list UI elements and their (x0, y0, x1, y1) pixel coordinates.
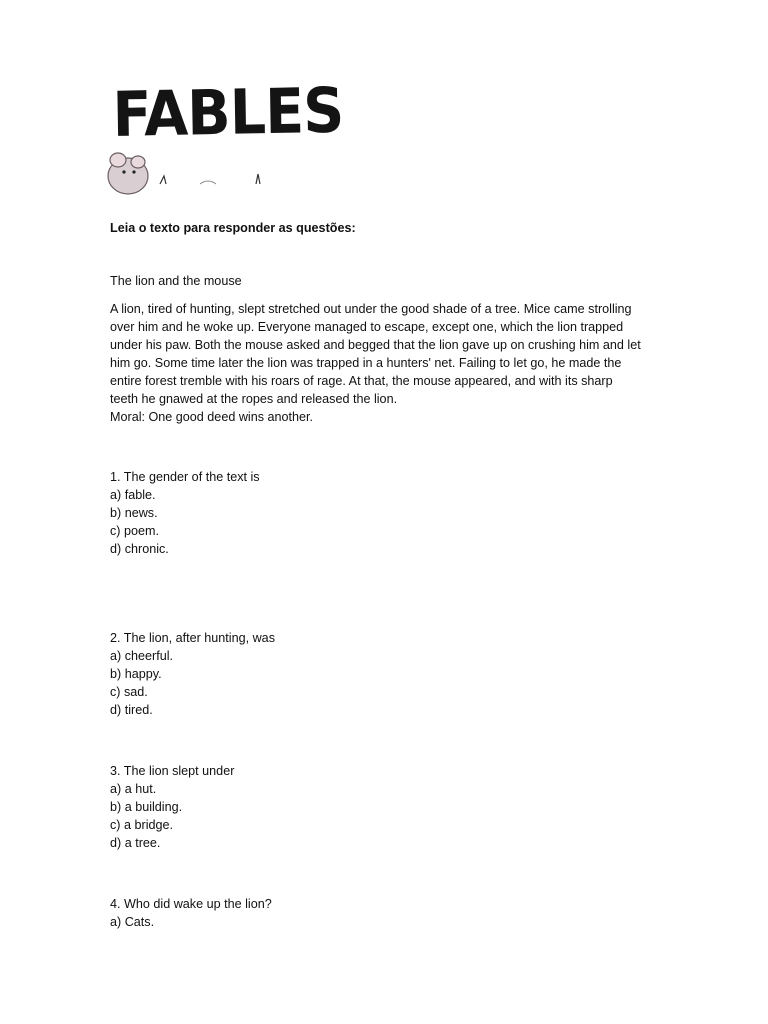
story-line: entire forest tremble with his roars of rage. At that, the mouse appeared, and with its sharp (110, 374, 613, 388)
question-4 (110, 895, 272, 931)
answer-option: b) a building. (110, 800, 183, 814)
instruction-text: Leia o texto para responder as questões: (110, 221, 356, 235)
answer-option: d) chronic. (110, 542, 169, 556)
question-prompt: 4. Who did wake up the lion? (110, 897, 272, 911)
question-prompt: 3. The lion slept under (110, 764, 235, 778)
story-moral: Moral: One good deed wins another. (110, 410, 314, 424)
question-prompt: 1. The gender of the text is (110, 470, 260, 484)
question-2 (110, 629, 275, 719)
answer-option: d) a tree. (110, 836, 161, 850)
answer-option: a) Cats. (110, 915, 155, 929)
fables-logo (108, 73, 344, 184)
story-line: under his paw. Both the mouse asked and begged that the lion gave up on crushing him and let (110, 338, 641, 352)
answer-option: c) sad. (110, 685, 148, 699)
story-line: A lion, tired of hunting, slept stretched out under the good shade of a tree. Mice came strolling (110, 302, 632, 316)
story-line: teeth he gnawed at the ropes and released the lion. (110, 392, 398, 406)
answer-option: c) a bridge. (110, 818, 173, 832)
answer-option: c) poem. (110, 524, 159, 538)
logo-text: FABLES (111, 73, 344, 151)
answer-option: a) fable. (110, 488, 156, 502)
story-line: him go. Some time later the lion was trapped in a hunters' net. Failing to let go, he made the (110, 356, 622, 370)
story-title: The lion and the mouse (110, 274, 242, 288)
question-prompt: 2. The lion, after hunting, was (110, 631, 275, 645)
answer-option: a) a hut. (110, 782, 157, 796)
story-body (110, 300, 641, 426)
question-3 (110, 762, 234, 852)
answer-option: b) news. (110, 506, 158, 520)
answer-option: a) cheerful. (110, 649, 173, 663)
answer-option: b) happy. (110, 667, 162, 681)
mouse-illustration-icon (108, 80, 288, 184)
answer-option: d) tired. (110, 703, 153, 717)
story-line: over him and he woke up. Everyone managed to escape, except one, which the lion trapped (110, 320, 624, 334)
question-1 (110, 468, 260, 558)
